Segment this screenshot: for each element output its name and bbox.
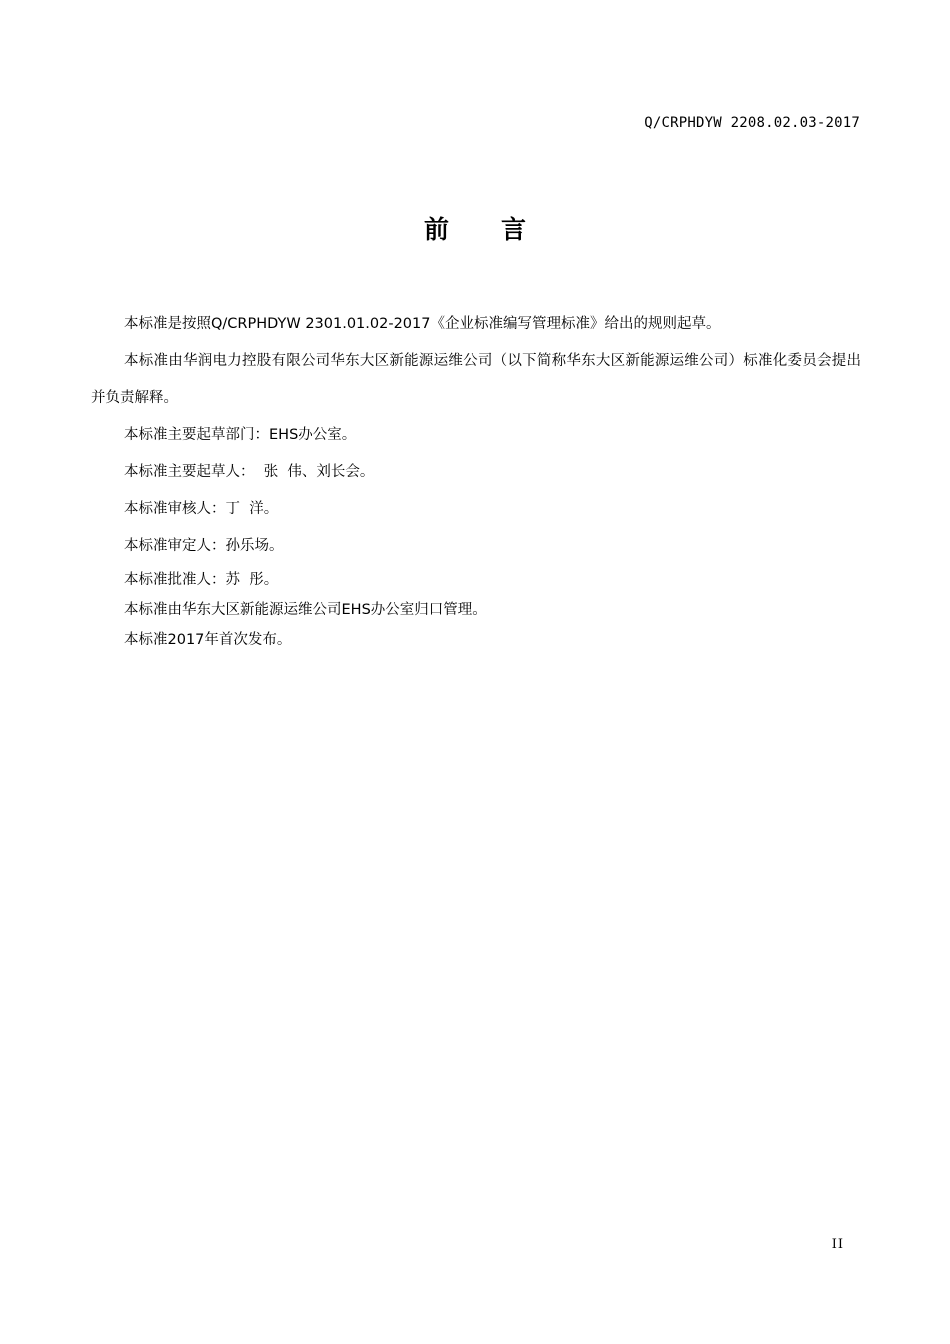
paragraph-approver: 本标准批准人：苏 彤。	[124, 572, 279, 588]
paragraph-examiner: 本标准审定人：孙乐场。	[124, 538, 284, 554]
paragraph-proposer: 本标准由华润电力控股有限公司华东大区新能源运维公司（以下简称华东大区新能源运维公司）标准化委员会提出并负责解释。	[91, 353, 861, 406]
foreword-body	[91, 306, 861, 655]
paragraph-reviewer: 本标准审核人：丁 洋。	[124, 501, 279, 517]
paragraph-drafting-rules: 本标准是按照Q/CRPHDYW 2301.01.02-2017《企业标准编写管理标准》给出的规则起草。	[124, 316, 721, 332]
page-number: II	[831, 1237, 844, 1252]
paragraph-drafters: 本标准主要起草人： 张 伟、刘长会。	[124, 464, 375, 480]
paragraph-release: 本标准2017年首次发布。	[124, 632, 292, 648]
paragraph-drafting-department: 本标准主要起草部门：EHS办公室。	[124, 427, 357, 443]
document-code: Q/CRPHDYW 2208.02.03-2017	[644, 115, 860, 131]
page-title: 前言	[423, 215, 578, 244]
paragraph-management: 本标准由华东大区新能源运维公司EHS办公室归口管理。	[124, 602, 487, 618]
